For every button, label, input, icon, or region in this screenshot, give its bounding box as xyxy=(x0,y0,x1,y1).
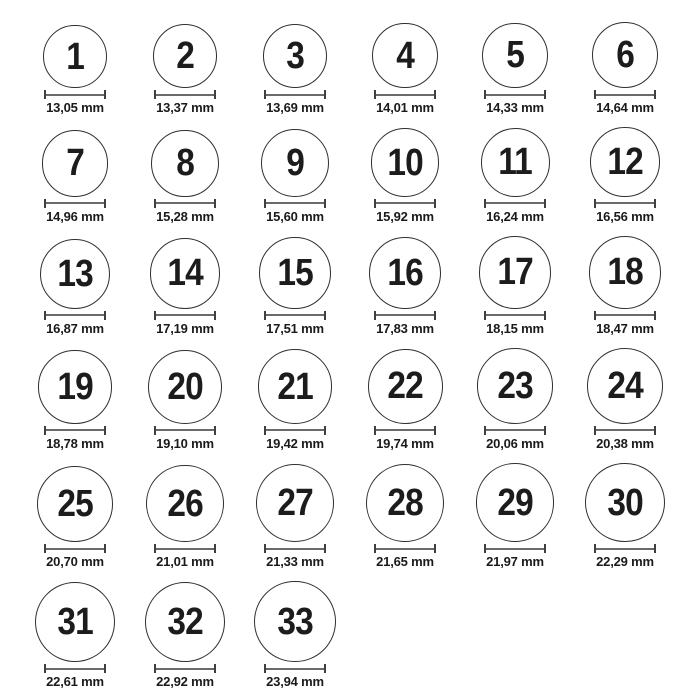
diameter-label: 21,97 mm xyxy=(486,554,544,570)
diameter-label: 14,64 mm xyxy=(596,100,654,116)
diameter-label: 15,92 mm xyxy=(376,208,434,224)
diameter-label: 16,56 mm xyxy=(596,208,654,224)
ring-size-number: 4 xyxy=(396,34,414,77)
ring-size-number: 29 xyxy=(497,481,533,524)
ring-size-cell xyxy=(590,127,660,223)
ring-size-cell xyxy=(37,466,114,569)
ring-size-cell xyxy=(254,581,335,688)
diameter-measure-line xyxy=(594,199,656,208)
ring-size-number: 13 xyxy=(57,252,93,295)
diameter-measure-line xyxy=(484,311,546,320)
ring-circle xyxy=(151,130,218,197)
ring-size-cell xyxy=(150,238,221,335)
ring-size-cell xyxy=(43,25,107,115)
ring-size-number: 17 xyxy=(497,251,533,294)
diameter-measure-line xyxy=(264,426,326,435)
ring-size-number: 5 xyxy=(506,34,524,77)
diameter-measure-line xyxy=(154,544,216,553)
ring-size-number: 12 xyxy=(607,141,643,184)
diameter-label: 16,24 mm xyxy=(486,208,544,224)
ring-size-cell xyxy=(369,237,441,335)
diameter-measure-line xyxy=(44,311,106,320)
diameter-measure-line xyxy=(154,664,216,673)
diameter-measure-line xyxy=(374,544,436,553)
ring-circle xyxy=(254,581,335,662)
ring-circle xyxy=(372,23,437,88)
ring-circle xyxy=(258,349,333,424)
ring-circle xyxy=(476,463,555,542)
ring-circle xyxy=(148,350,222,424)
ring-size-number: 19 xyxy=(57,366,93,409)
ring-circle xyxy=(368,349,443,424)
ring-circle xyxy=(585,463,665,543)
diameter-measure-line xyxy=(264,90,326,99)
ring-size-number: 24 xyxy=(607,364,643,407)
ring-size-number: 8 xyxy=(176,142,194,185)
ring-size-cell xyxy=(263,24,328,115)
ring-circle xyxy=(263,24,328,89)
ring-circle xyxy=(590,127,660,197)
ring-size-cell xyxy=(148,350,222,450)
diameter-label: 15,60 mm xyxy=(266,208,324,224)
ring-size-number: 2 xyxy=(176,35,194,78)
ring-size-number: 9 xyxy=(286,141,304,184)
diameter-label: 18,78 mm xyxy=(46,435,104,451)
diameter-label: 22,29 mm xyxy=(596,554,654,570)
ring-size-number: 3 xyxy=(286,35,304,77)
ring-size-number: 21 xyxy=(277,365,313,408)
diameter-measure-line xyxy=(44,664,106,673)
diameter-measure-line xyxy=(154,90,216,99)
ring-size-number: 1 xyxy=(66,35,84,78)
ring-circle xyxy=(366,464,444,542)
diameter-label: 19,74 mm xyxy=(376,435,434,451)
diameter-measure-line xyxy=(44,544,106,553)
diameter-label: 17,19 mm xyxy=(156,320,214,336)
ring-circle xyxy=(371,128,440,197)
ring-size-cell xyxy=(585,463,665,569)
ring-size-number: 25 xyxy=(57,482,93,525)
ring-circle xyxy=(477,348,553,424)
ring-size-cell xyxy=(481,128,550,223)
diameter-label: 21,65 mm xyxy=(376,554,434,570)
ring-circle xyxy=(42,130,109,197)
ring-circle xyxy=(481,128,550,197)
diameter-measure-line xyxy=(264,664,326,673)
diameter-label: 18,15 mm xyxy=(486,320,544,336)
ring-circle xyxy=(369,237,441,309)
diameter-measure-line xyxy=(484,199,546,208)
ring-size-number: 30 xyxy=(607,481,643,524)
ring-size-number: 7 xyxy=(66,142,84,185)
diameter-label: 13,69 mm xyxy=(266,100,324,116)
diameter-measure-line xyxy=(154,426,216,435)
diameter-label: 19,10 mm xyxy=(156,435,214,451)
ring-size-cell xyxy=(371,128,440,223)
diameter-measure-line xyxy=(44,426,106,435)
ring-size-cell xyxy=(145,582,226,689)
ring-size-cell xyxy=(258,349,333,450)
diameter-label: 23,94 mm xyxy=(266,674,324,690)
ring-circle xyxy=(145,582,226,663)
ring-circle xyxy=(37,466,114,543)
diameter-measure-line xyxy=(594,544,656,553)
ring-circle xyxy=(261,129,329,197)
ring-size-cell xyxy=(587,348,663,450)
ring-size-number: 16 xyxy=(387,251,423,294)
ring-size-cell xyxy=(477,348,553,450)
ring-size-number: 20 xyxy=(167,365,203,408)
diameter-measure-line xyxy=(374,199,436,208)
diameter-label: 17,51 mm xyxy=(266,320,324,336)
ring-size-number: 6 xyxy=(616,34,634,77)
diameter-measure-line xyxy=(154,311,216,320)
diameter-measure-line xyxy=(484,544,546,553)
diameter-label: 16,87 mm xyxy=(46,320,104,336)
ring-circle xyxy=(43,25,107,89)
ring-size-cell xyxy=(476,463,555,568)
diameter-label: 22,92 mm xyxy=(156,674,214,690)
ring-size-cell xyxy=(38,350,111,449)
ring-size-number: 15 xyxy=(277,252,313,294)
ring-circle xyxy=(589,236,662,309)
ring-size-cell xyxy=(259,237,330,334)
diameter-measure-line xyxy=(44,90,106,99)
ring-size-number: 28 xyxy=(387,482,423,525)
ring-size-cell xyxy=(40,239,110,335)
diameter-label: 20,70 mm xyxy=(46,554,104,570)
ring-size-number: 22 xyxy=(387,365,423,408)
ring-circle xyxy=(38,350,111,423)
ring-size-number: 14 xyxy=(167,252,203,295)
ring-size-cell xyxy=(479,236,551,334)
diameter-label: 18,47 mm xyxy=(596,320,654,336)
ring-size-cell xyxy=(368,349,443,450)
diameter-label: 14,33 mm xyxy=(486,100,544,116)
ring-size-cell xyxy=(592,22,658,114)
diameter-label: 14,96 mm xyxy=(46,208,104,224)
ring-circle xyxy=(35,582,115,662)
ring-circle xyxy=(259,237,330,308)
ring-size-cell xyxy=(256,464,334,568)
diameter-label: 19,42 mm xyxy=(266,435,324,451)
ring-size-cell xyxy=(42,130,109,223)
ring-size-number: 26 xyxy=(167,482,203,525)
ring-size-cell xyxy=(482,23,548,115)
diameter-label: 15,28 mm xyxy=(156,208,214,224)
diameter-label: 21,33 mm xyxy=(266,554,324,570)
diameter-measure-line xyxy=(44,199,106,208)
diameter-measure-line xyxy=(484,426,546,435)
ring-circle xyxy=(153,24,217,88)
ring-size-cell xyxy=(261,129,329,223)
ring-circle xyxy=(40,239,110,309)
ring-size-number: 32 xyxy=(167,601,203,644)
ring-circle xyxy=(482,23,548,89)
ring-circle xyxy=(587,348,663,424)
diameter-label: 13,37 mm xyxy=(156,100,214,116)
ring-size-cell xyxy=(372,23,437,114)
diameter-label: 22,61 mm xyxy=(46,674,104,690)
diameter-measure-line xyxy=(594,311,656,320)
diameter-measure-line xyxy=(264,544,326,553)
diameter-measure-line xyxy=(154,199,216,208)
diameter-measure-line xyxy=(594,90,656,99)
diameter-measure-line xyxy=(374,426,436,435)
ring-size-cell xyxy=(151,130,218,223)
diameter-label: 20,38 mm xyxy=(596,435,654,451)
ring-size-number: 23 xyxy=(497,364,533,407)
ring-size-number: 31 xyxy=(57,601,93,644)
diameter-measure-line xyxy=(484,90,546,99)
diameter-label: 13,05 mm xyxy=(46,100,104,116)
diameter-measure-line xyxy=(374,311,436,320)
ring-circle xyxy=(479,236,551,308)
diameter-label: 17,83 mm xyxy=(376,320,434,336)
diameter-measure-line xyxy=(264,199,326,208)
ring-circle xyxy=(256,464,334,542)
ring-size-number: 27 xyxy=(277,482,313,525)
ring-size-number: 33 xyxy=(277,600,313,643)
diameter-measure-line xyxy=(594,426,656,435)
diameter-measure-line xyxy=(374,90,436,99)
ring-size-number: 18 xyxy=(607,251,643,294)
ring-circle xyxy=(146,465,223,542)
diameter-label: 21,01 mm xyxy=(156,554,214,570)
ring-circle xyxy=(592,22,658,88)
ring-size-cell xyxy=(366,464,444,568)
ring-size-cell xyxy=(153,24,217,114)
diameter-label: 20,06 mm xyxy=(486,435,544,451)
ring-circle xyxy=(150,238,221,309)
diameter-measure-line xyxy=(264,311,326,320)
ring-size-number: 11 xyxy=(498,141,532,184)
ring-size-number: 10 xyxy=(387,141,423,184)
ring-size-cell xyxy=(589,236,662,335)
ring-size-cell xyxy=(146,465,223,568)
ring-size-cell xyxy=(35,582,115,688)
diameter-label: 14,01 mm xyxy=(376,100,434,116)
